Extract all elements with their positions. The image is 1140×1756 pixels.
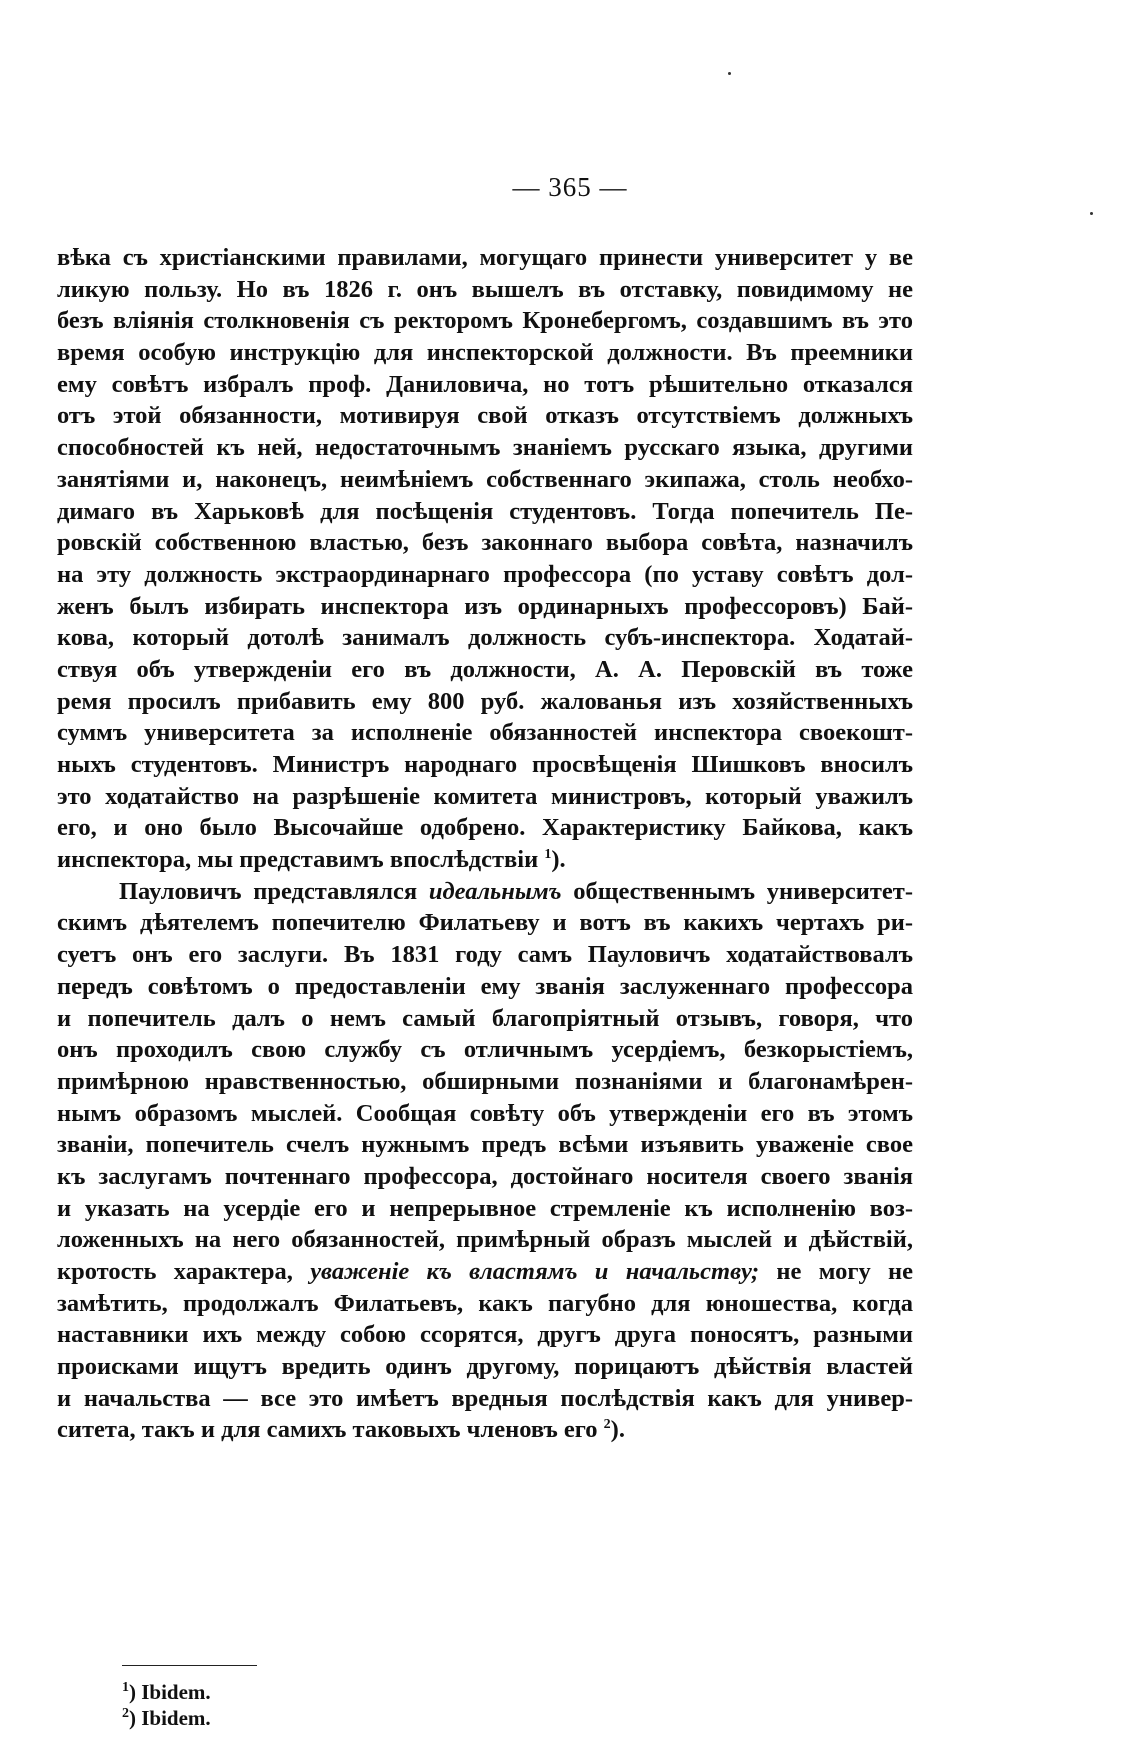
text-line: вѣка съ христіанскими правилами, могущаго принести университет у ве xyxy=(57,244,913,271)
footnote-2: $^2$) Ibidem. xyxy=(122,1706,211,1730)
text-line: суммъ университета за исполненіе обязанностей инспектора своекошт- xyxy=(57,719,913,747)
text-line: Пауловичъ представлялся идеальнымъ общественнымъ университет- xyxy=(119,877,914,905)
text-line: инспектора, мы представимъ впослѣдствіи $^1$). xyxy=(57,846,566,874)
paragraph-1 xyxy=(57,242,913,844)
text-line: время особую инструкцію для инспекторской должности. Въ преемники xyxy=(57,339,913,367)
paragraph-2-continued xyxy=(57,1288,913,1415)
footnote-divider xyxy=(122,1665,257,1666)
text-line: наставники ихъ между собою ссорятся, другъ друга поносятъ, разными xyxy=(57,1321,913,1349)
text-line: его, и оно было Высочайше одобрено. Характеристику Байкова, какъ xyxy=(57,814,913,842)
text-line: замѣтить, продолжалъ Филатьевъ, какъ пагубно для юношества, когда xyxy=(57,1289,913,1317)
text-line: къ заслугамъ почтеннаго профессора, достойнаго носителя своего званія xyxy=(57,1162,913,1190)
text-line: ныхъ студентовъ. Министръ народнаго просвѣщенія Шишковъ вносилъ xyxy=(57,751,913,778)
text-line: ложенныхъ на него обязанностей, примѣрный образъ мыслей и дѣйствій, xyxy=(57,1226,913,1254)
text-line: кова, который дотолѣ занималъ должность субъ-инспектора. Ходатай- xyxy=(57,624,913,652)
footnote-ref: 2 xyxy=(603,1417,611,1433)
footnotes xyxy=(122,1679,211,1731)
text-line: суетъ онъ его заслуги. Въ 1831 году самъ Пауловичъ ходатайствовалъ xyxy=(57,941,913,969)
body-text xyxy=(57,242,913,1446)
text-line: отъ этой обязанности, мотивируя свой отказъ отсутствіемъ должныхъ xyxy=(57,402,913,430)
page-number: — 365 — xyxy=(512,172,628,202)
text-line: ствуя объ утвержденіи его въ должности, А. А. Перовскій въ тоже xyxy=(57,655,913,683)
text-line: скимъ дѣятелемъ попечителю Филатьеву и вотъ въ какихъ чертахъ ри- xyxy=(57,909,913,937)
text-line: ровскій собственною властью, безъ законнаго выбора совѣта, назначилъ xyxy=(57,529,913,557)
text-line: ситета, такъ и для самихъ таковыхъ членовъ его $^2$). xyxy=(57,1416,625,1444)
text-line: онъ проходилъ свою службу съ отличнымъ усердіемъ, безкорыстіемъ, xyxy=(57,1036,913,1064)
text-line: на эту должность экстраординарнаго профессора (по уставу совѣтъ дол- xyxy=(57,560,913,588)
text-line: безъ вліянія столкновенія съ ректоромъ Кронебергомъ, создавшимъ въ это xyxy=(57,307,913,335)
text-line: женъ былъ избирать инспектора изъ ординарныхъ профессоровъ) Бай- xyxy=(57,592,913,620)
text-line: ликую пользу. Но въ 1826 г. онъ вышелъ въ отставку, повидимому не xyxy=(57,275,913,303)
text-line: димаго въ Харьковѣ для посѣщенія студентовъ. Тогда попечитель Пе- xyxy=(57,497,913,525)
italic-emphasis: уваженіе къ властямъ и начальству; xyxy=(310,1258,760,1285)
text-line: званіи, попечитель счелъ нужнымъ предъ всѣми изъявить уваженіе свое xyxy=(57,1131,913,1159)
text-line: это ходатайство на разрѣшеніе комитета министровъ, который уважилъ xyxy=(57,782,913,810)
text-line: способностей къ ней, недостаточнымъ знаніемъ русскаго языка, другими xyxy=(57,434,913,462)
text-line: и указать на усердіе его и непрерывное стремленіе къ исполненію воз- xyxy=(57,1194,913,1222)
text-line: примѣрною нравственностью, обширными познаніями и благонамѣрен- xyxy=(57,1067,913,1095)
paragraph-2 xyxy=(57,907,913,1256)
italic-emphasis: идеальнымъ xyxy=(428,877,562,905)
text-line: и попечитель далъ о немъ самый благопріятный отзывъ, говоря, что xyxy=(57,1004,913,1032)
footnote-ref: 1 xyxy=(544,846,552,862)
text-line: ему совѣтъ избралъ проф. Даниловича, но тотъ рѣшительно отказался xyxy=(57,370,913,398)
text-line: кротость характера, уваженіе къ властямъ и начальству; не могу не xyxy=(57,1258,914,1285)
text-line: ремя просилъ прибавить ему 800 руб. жалованья изъ хозяйственныхъ xyxy=(57,687,913,715)
text-line: и начальства — все это имѣетъ вредныя послѣдствія какъ для универ- xyxy=(57,1384,913,1412)
scan-speck xyxy=(728,72,731,75)
text-line: нымъ образомъ мыслей. Сообщая совѣту объ утвержденіи его въ этомъ xyxy=(57,1099,913,1127)
text-line: занятіями и, наконецъ, неимѣніемъ собственнаго экипажа, столь необхо- xyxy=(57,465,913,493)
scan-speck xyxy=(1090,212,1093,215)
footnote-1: $^1$) Ibidem. xyxy=(122,1680,211,1704)
text-line: происками ищутъ вредить одинъ другому, порицаютъ дѣйствія властей xyxy=(57,1353,913,1381)
text-line: передъ совѣтомъ о предоставленіи ему званія заслуженнаго профессора xyxy=(57,972,913,1000)
